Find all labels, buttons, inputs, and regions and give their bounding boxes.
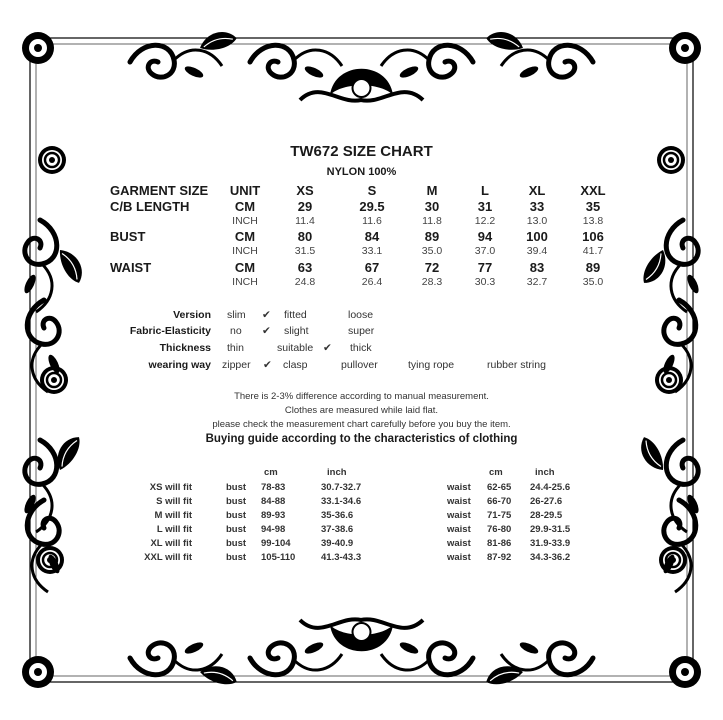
cell-value: 83 [529, 260, 545, 275]
cell-value: 67 [364, 260, 380, 275]
cell-unit-inch: INCH [232, 276, 258, 288]
guide-waist-inch: 31.9-33.9 [530, 538, 571, 549]
cell-value: 41.7 [582, 245, 604, 257]
guide-bust-cm: 105-110 [261, 552, 296, 563]
guide-waist-cm: 71-75 [487, 510, 512, 521]
cell-value: 13.0 [526, 215, 548, 227]
cell-value: 29.5 [359, 199, 385, 214]
top-ornament [130, 28, 593, 101]
check-mark-icon: ✔ [262, 309, 271, 321]
cell-unit-cm: CM [234, 260, 256, 275]
cell-value: 11.8 [422, 215, 442, 227]
char-label-version: Version [173, 309, 211, 321]
right-ornament [635, 146, 701, 592]
garment-size-header: GARMENT SIZE [110, 183, 209, 198]
size-header-l: L [481, 183, 489, 198]
guide-size: S will fit [156, 496, 192, 507]
unit-header: UNIT [229, 183, 261, 198]
char-option: clasp [283, 359, 308, 371]
char-option: tying rope [408, 359, 455, 371]
cell-value: 30.3 [474, 276, 496, 288]
guide-waist-cm: 81-86 [487, 538, 512, 549]
check-mark-icon: ✔ [262, 325, 271, 337]
guide-waist-cm: 62-65 [487, 482, 512, 493]
cell-value: 11.6 [362, 215, 382, 227]
guide-bust-cm: 99-104 [261, 538, 291, 549]
guide-header-cm: cm [264, 467, 278, 478]
char-option: slim [227, 309, 246, 321]
material-label: NYLON 100% [326, 166, 397, 178]
guide-waist-label: waist [447, 538, 471, 549]
guide-bust-inch: 41.3-43.3 [321, 552, 362, 563]
check-mark-icon: ✔ [323, 342, 332, 354]
cell-value: 32.7 [526, 276, 548, 288]
char-label-wearing-way: wearing way [148, 359, 211, 371]
cell-value: 94 [477, 229, 493, 244]
bottom-ornament [130, 619, 593, 687]
cell-unit-inch: INCH [232, 245, 258, 257]
guide-waist-label: waist [447, 496, 471, 507]
cell-value: 84 [364, 229, 380, 244]
note-line: There is 2-3% difference according to manual measurement. [234, 391, 489, 402]
cell-value: 89 [424, 229, 440, 244]
cell-value: 26.4 [361, 276, 383, 288]
note-line: Clothes are measured while laid flat. [284, 405, 439, 416]
cell-value: 31 [477, 199, 493, 214]
note-line: please check the measurement chart carefully before you buy the item. [212, 419, 511, 430]
char-option: thin [227, 342, 244, 354]
guide-waist-inch: 24.4-25.6 [530, 482, 571, 493]
left-ornament [22, 146, 88, 592]
char-option: pullover [341, 359, 378, 371]
char-option: fitted [284, 309, 307, 321]
cell-value: 12.2 [474, 215, 496, 227]
guide-bust-inch: 33.1-34.6 [321, 496, 362, 507]
cell-value: 77 [477, 260, 493, 275]
char-option: super [348, 325, 375, 337]
size-header-xxl: XXL [580, 183, 606, 198]
guide-size: XL will fit [150, 538, 192, 549]
cell-value: 106 [582, 229, 604, 244]
cell-value: 35.0 [582, 276, 604, 288]
cell-value: 29 [297, 199, 313, 214]
cell-value: 30 [424, 199, 440, 214]
guide-size: L will fit [156, 524, 192, 535]
char-option: no [230, 325, 242, 337]
char-option: loose [348, 309, 374, 321]
guide-bust-inch: 39-40.9 [321, 538, 354, 549]
guide-size: XXL will fit [144, 552, 192, 563]
char-option: rubber string [487, 359, 546, 371]
guide-bust-cm: 89-93 [261, 510, 286, 521]
cell-unit-cm: CM [234, 229, 256, 244]
size-header-xl: XL [528, 183, 546, 198]
guide-bust-inch: 35-36.6 [321, 510, 354, 521]
cell-value: 35.0 [421, 245, 443, 257]
guide-bust-label: bust [226, 538, 247, 549]
cell-value: 37.0 [474, 245, 496, 257]
guide-header-inch: inch [327, 467, 347, 478]
guide-waist-inch: 26-27.6 [530, 496, 563, 507]
guide-bust-label: bust [226, 524, 247, 535]
guide-waist-inch: 28-29.5 [530, 510, 563, 521]
size-header-s: S [367, 183, 377, 198]
cell-value: 63 [297, 260, 313, 275]
guide-waist-label: waist [447, 552, 471, 563]
guide-waist-label: waist [447, 524, 471, 535]
guide-bust-cm: 84-88 [261, 496, 286, 507]
row-label-bust: BUST [110, 229, 146, 244]
guide-waist-cm: 87-92 [487, 552, 512, 563]
guide-waist-cm: 66-70 [487, 496, 512, 507]
guide-bust-label: bust [226, 510, 247, 521]
cell-value: 39.4 [526, 245, 548, 257]
guide-bust-label: bust [226, 496, 247, 507]
size-header-xs: XS [296, 183, 314, 198]
char-option: zipper [222, 359, 251, 371]
cell-value: 31.5 [294, 245, 316, 257]
cell-value: 33 [529, 199, 545, 214]
guide-header-inch: inch [535, 467, 555, 478]
guide-bust-label: bust [226, 482, 247, 493]
guide-bust-cm: 94-98 [261, 524, 286, 535]
cell-value: 24.8 [294, 276, 316, 288]
guide-title: Buying guide according to the characteristics of clothing [205, 433, 518, 445]
page-title: TW672 SIZE CHART [290, 143, 433, 160]
char-label-thickness: Thickness [159, 342, 211, 354]
guide-size: XS will fit [149, 482, 192, 493]
row-label-waist: WAIST [110, 260, 152, 275]
cell-unit-inch: INCH [232, 215, 258, 227]
char-option: suitable [277, 342, 314, 354]
cell-value: 72 [424, 260, 440, 275]
char-option: slight [284, 325, 309, 337]
check-mark-icon: ✔ [263, 359, 272, 371]
size-header-m: M [426, 183, 438, 198]
guide-header-cm: cm [489, 467, 503, 478]
guide-waist-label: waist [447, 510, 471, 521]
cell-value: 11.4 [295, 215, 315, 227]
cell-value: 100 [526, 229, 548, 244]
guide-waist-inch: 34.3-36.2 [530, 552, 571, 563]
cell-value: 28.3 [421, 276, 443, 288]
row-label-cb-length: C/B LENGTH [110, 199, 190, 214]
guide-size: M will fit [154, 510, 192, 521]
guide-waist-inch: 29.9-31.5 [530, 524, 571, 535]
guide-bust-inch: 37-38.6 [321, 524, 354, 535]
guide-bust-cm: 78-83 [261, 482, 286, 493]
cell-value: 13.8 [582, 215, 604, 227]
cell-value: 33.1 [361, 245, 383, 257]
guide-waist-cm: 76-80 [487, 524, 512, 535]
guide-waist-label: waist [447, 482, 471, 493]
char-label-fabric-elasticity: Fabric-Elasticity [129, 325, 211, 337]
guide-bust-label: bust [226, 552, 247, 563]
char-option: thick [350, 342, 372, 354]
cell-value: 80 [297, 229, 313, 244]
cell-value: 89 [585, 260, 601, 275]
cell-value: 35 [585, 199, 601, 214]
guide-bust-inch: 30.7-32.7 [321, 482, 362, 493]
cell-unit-cm: CM [234, 199, 256, 214]
